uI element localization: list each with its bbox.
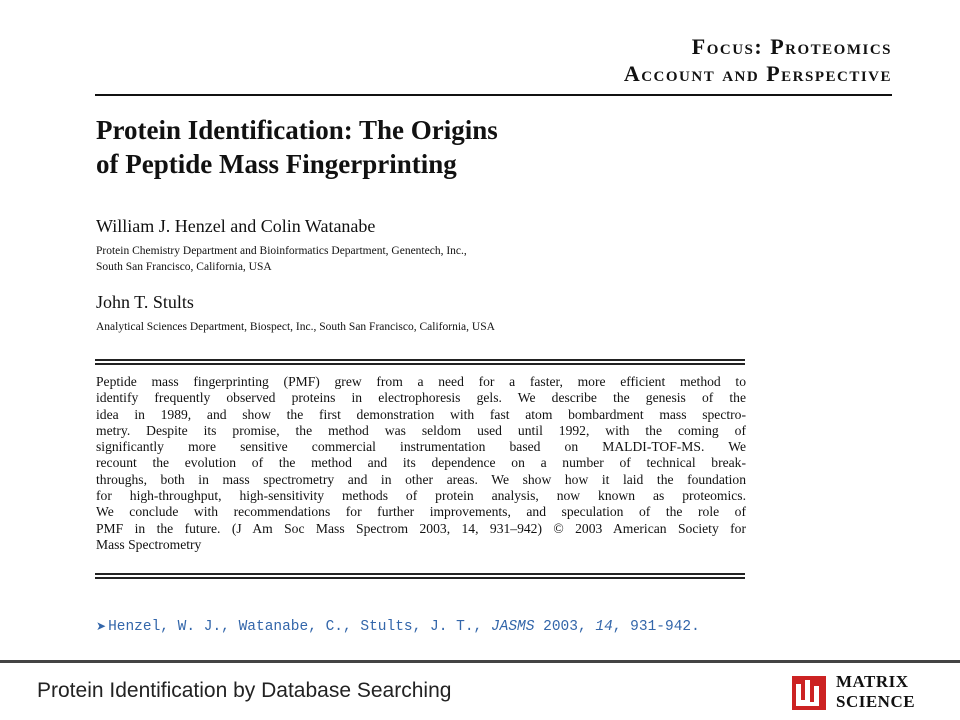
footer-divider	[0, 660, 960, 663]
abstract-line: PMF in the future. (J Am Soc Mass Spectrom 2003, 14, 931–942) © 2003 American Society for	[96, 520, 746, 536]
affiliation-line: Analytical Sciences Department, Biospect, Inc., South San Francisco, California, USA	[96, 321, 495, 333]
citation-journal: JASMS	[490, 619, 535, 635]
abstract-line: throughs, both in mass spectrometry and in other areas. We show how it laid the foundation	[96, 471, 746, 487]
article-title	[96, 113, 656, 181]
affiliation-line: Protein Chemistry Department and Bioinformatics Department, Genentech, Inc.,	[96, 245, 467, 257]
abstract-top-rule-inner	[95, 363, 745, 365]
article-title-line1: Protein Identification: The Origins	[96, 115, 498, 145]
citation-year: 2003,	[534, 619, 596, 635]
abstract-bottom-rule-inner	[95, 577, 745, 579]
abstract-line: recount the evolution of the method and its dependence on a number of technical break-	[96, 455, 746, 471]
citation-authors: Henzel, W. J., Watanabe, C., Stults, J. T.,	[108, 619, 491, 635]
abstract-bottom-rule	[95, 573, 745, 575]
author-group-1-names: William J. Henzel and Colin Watanabe	[96, 216, 376, 236]
header-divider	[95, 94, 892, 96]
author-group-2-names: John T. Stults	[96, 292, 194, 312]
logo-line1: MATRIX	[836, 672, 909, 691]
matrix-science-logo-text	[836, 672, 915, 712]
citation-pages: , 931-942.	[612, 619, 700, 635]
article-title-line2: of Peptide Mass Fingerprinting	[96, 149, 457, 179]
abstract	[96, 374, 746, 553]
affiliation-line: South San Francisco, California, USA	[96, 261, 272, 273]
citation	[96, 619, 700, 635]
abstract-line: Peptide mass fingerprinting (PMF) grew from a need for a faster, more efficient method to	[96, 374, 746, 389]
author-group-2-affiliation	[96, 319, 495, 335]
abstract-line: metry. Despite its promise, the method was seldom used until 1992, with the coming of	[96, 422, 746, 438]
abstract-top-rule	[95, 359, 745, 361]
footer-title: Protein Identification by Database Searching	[37, 679, 452, 702]
author-group-1-affiliation	[96, 243, 467, 275]
abstract-line: for high-throughput, high-sensitivity methods of protein analysis, now known as proteomics.	[96, 488, 746, 504]
citation-volume: 14	[595, 619, 613, 635]
logo-line2: SCIENCE	[836, 692, 916, 711]
abstract-line: idea in 1989, and show the first demonstration with fast atom bombardment mass spectro-	[96, 406, 746, 422]
abstract-line: identify frequently observed proteins in electrophoresis gels. We describe the genesis of the	[96, 390, 746, 406]
abstract-line: significantly more sensitive commercial instrumentation based on MALDI-TOF-MS. We	[96, 439, 746, 455]
section-header-account: Account and Perspective	[623, 61, 892, 86]
arrow-bullet-icon: ➤	[96, 619, 107, 633]
abstract-line: Mass Spectrometry	[96, 536, 202, 552]
section-header-focus: Focus: Proteomics	[691, 34, 892, 59]
abstract-line: We conclude with recommendations for further improvements, and speculation of the role of	[96, 504, 746, 520]
